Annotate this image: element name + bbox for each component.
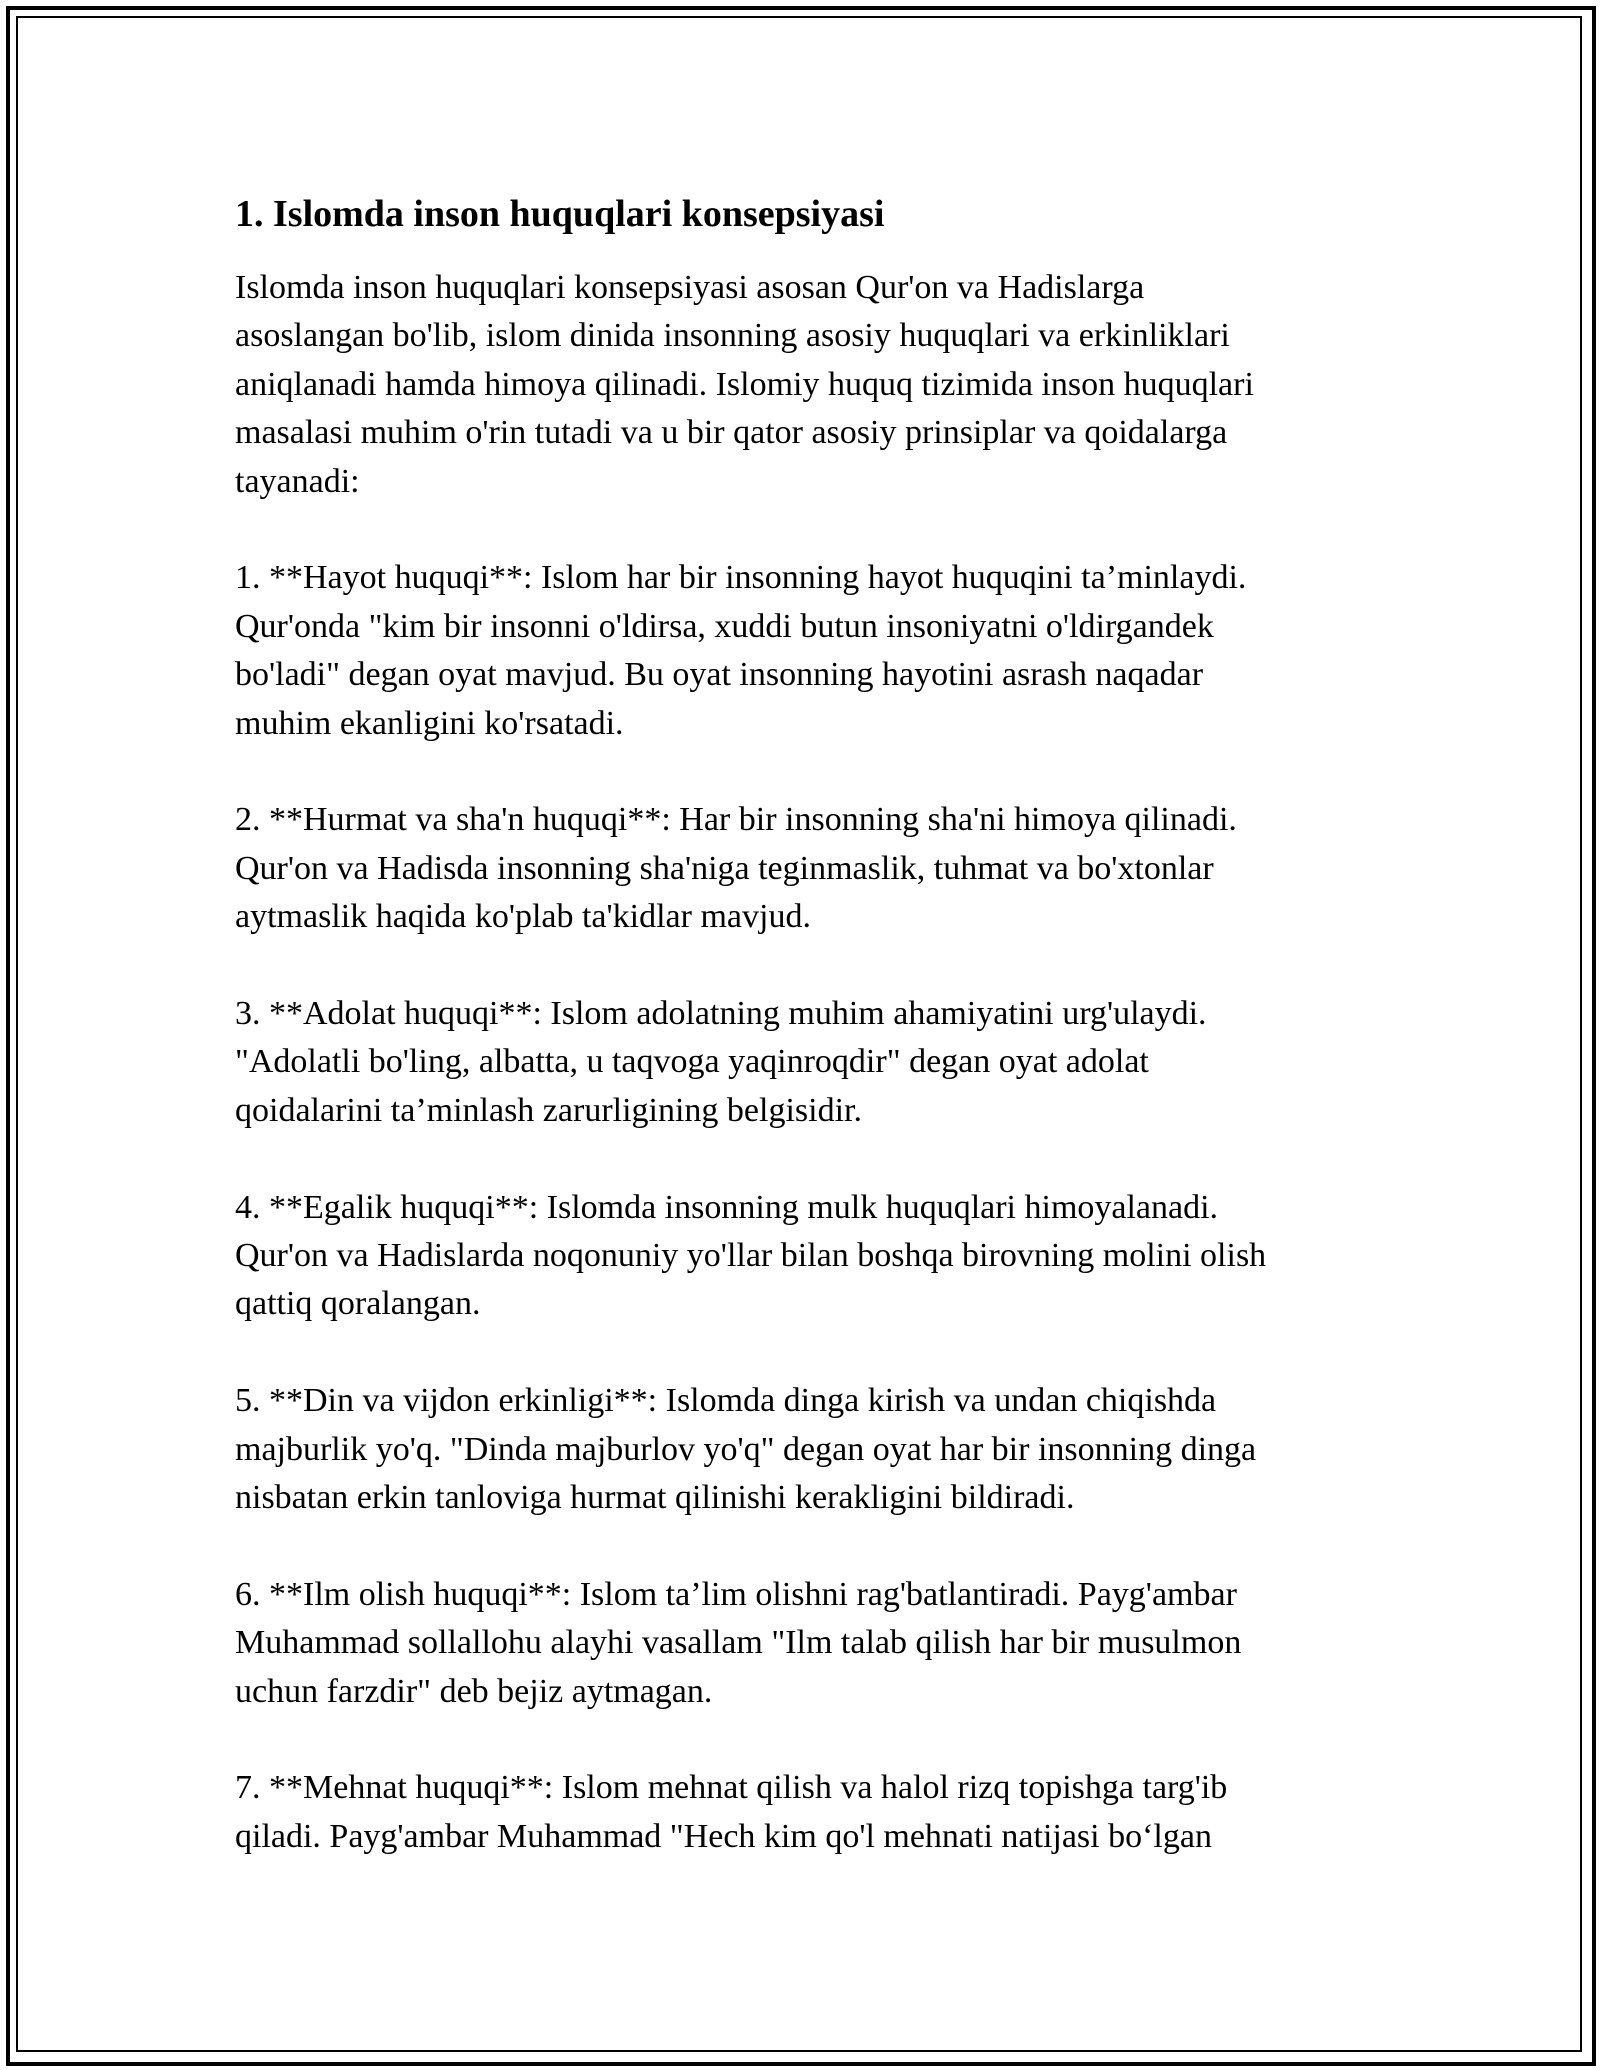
intro-paragraph: Islomda inson huquqlari konsepsiyasi asosan Qur'on va Hadislarga asoslangan bo'lib, islom dinida insonning asosiy huquqlari va erkinliklari aniqlanadi hamda himoya qilinadi. Islomiy huquq tizimida inson huquqlari masalasi muhim o'rin tutadi va u bir qator asosiy prinsiplar va qoidalarga tayanadi: bbox=[235, 269, 1254, 500]
list-item-right-to-honor: 2. **Hurmat va sha'n huquqi**: Har bir insonning sha'ni himoya qilinadi. Qur'on va Hadisda insonning sha'niga teginmaslik, tuhmat va bo'xtonlar aytmaslik haqida ko'plab ta'kidlar mavjud. bbox=[235, 801, 1237, 936]
list-item-right-to-property: 4. **Egalik huquqi**: Islomda insonning mulk huquqlari himoyalanadi. Qur'on va Hadislarda noqonuniy yo'llar bilan boshqa birovning molini olish qattiq qoralangan. bbox=[235, 1188, 1267, 1323]
list-item-right-to-work: 7. **Mehnat huquqi**: Islom mehnat qilish va halol rizq topishga targ'ib qiladi. Payg'ambar Muhammad "Hech kim qo'l mehnati natijasi bo‘lgan bbox=[235, 1769, 1228, 1855]
list-item-right-to-life: 1. **Hayot huquqi**: Islom har bir insonning hayot huquqini ta’minlaydi. Qur'onda "kim bir insonni o'ldirsa, xuddi butun insoniyatni o'ldirgandek bo'ladi" degan oyat mavjud. Bu oyat insonning hayotini asrash naqadar muhim ekanligini ko'rsatadi. bbox=[235, 559, 1247, 742]
list-item-freedom-of-religion: 5. **Din va vijdon erkinligi**: Islomda dinga kirish va undan chiqishda majburlik yo'q. "Dinda majburlov yo'q" degan oyat har bir insonning dinga nisbatan erkin tanloviga hurmat qilinishi kerakligini bildiradi. bbox=[235, 1382, 1257, 1517]
section-heading: 1. Islomda inson huquqlari konsepsiyasi bbox=[235, 193, 885, 235]
document-body bbox=[235, 186, 1370, 1910]
list-item-right-to-justice: 3. **Adolat huquqi**: Islom adolatning muhim ahamiyatini urg'ulaydi. "Adolatli bo'ling, albatta, u taqvoga yaqinroqdir" degan oyat adolat qoidalarini ta’minlash zarurligining belgisidir. bbox=[235, 995, 1207, 1129]
list-item-right-to-education: 6. **Ilm olish huquqi**: Islom ta’lim olishni rag'batlantiradi. Payg'ambar Muhammad sollallohu alayhi vasallam "Ilm talab qilish har bir musulmon uchun farzdir" deb bejiz aytmagan. bbox=[235, 1575, 1242, 1710]
